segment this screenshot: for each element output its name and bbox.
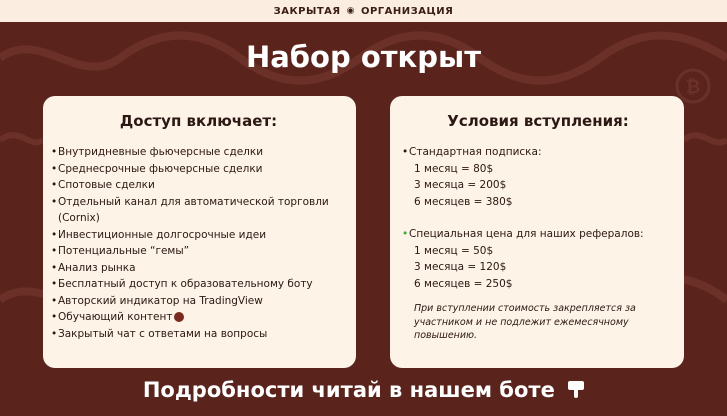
access-heading: Доступ включает: <box>119 112 278 130</box>
standard-heading: • Стандартная подписка: <box>402 144 674 161</box>
price-row: 1 месяц = 50$ <box>414 244 494 257</box>
svg-text:₿: ₿ <box>685 77 701 98</box>
footer-cta <box>0 378 727 404</box>
price-row: 6 месяцев = 250$ <box>414 277 513 290</box>
page-title: Набор открыт <box>245 40 482 74</box>
price-lock-note: При вступлении стоимость закрепляется за участником и не подлежит ежемесячному повышению. <box>414 303 636 341</box>
list-item: • Закрытый чат с ответами на вопросы <box>51 326 346 343</box>
price-row: 3 месяца = 200$ <box>414 179 507 191</box>
banner-left-text: ЗАКРЫТАЯ <box>273 5 341 17</box>
referral-heading: • Специальная цена для наших рефералов: <box>402 226 674 243</box>
list-item: • Обучающий контент <box>51 309 346 326</box>
eye-icon: ◉ <box>346 6 355 16</box>
banner-right-text: ОРГАНИЗАЦИЯ <box>360 5 454 17</box>
pointing-down-hand-icon <box>568 379 584 404</box>
price-row: 1 месяц = 80$ <box>414 162 494 175</box>
conditions-heading: Условия вступления: <box>447 112 629 130</box>
chat-icon <box>174 312 184 322</box>
footer-text: Подробности читай в нашем боте <box>142 378 555 402</box>
conditions-list <box>402 144 674 292</box>
conditions-card <box>390 96 684 368</box>
top-banner <box>0 0 727 22</box>
list-item: • Потенциальные “гемы” <box>51 243 346 260</box>
access-card <box>43 96 356 368</box>
list-item: • Анализ рынка <box>51 260 346 277</box>
list-item: • Авторский индикатор на TradingView <box>51 293 346 310</box>
list-item: • Отдельный канал для автоматической торговли (Cornix) <box>51 194 346 227</box>
list-item: • Среднесрочные фьючерсные сделки <box>51 161 346 178</box>
list-item: • Спотовые сделки <box>51 177 346 194</box>
list-item: • Бесплатный доступ к образовательному боту <box>51 276 346 293</box>
price-row: 6 месяцев = 380$ <box>414 195 513 208</box>
price-row: 3 месяца = 120$ <box>414 261 507 273</box>
list-item: • Инвестиционные долгосрочные идеи <box>51 227 346 244</box>
access-list <box>51 144 346 342</box>
list-item: • Внутридневные фьючерсные сделки <box>51 144 346 161</box>
